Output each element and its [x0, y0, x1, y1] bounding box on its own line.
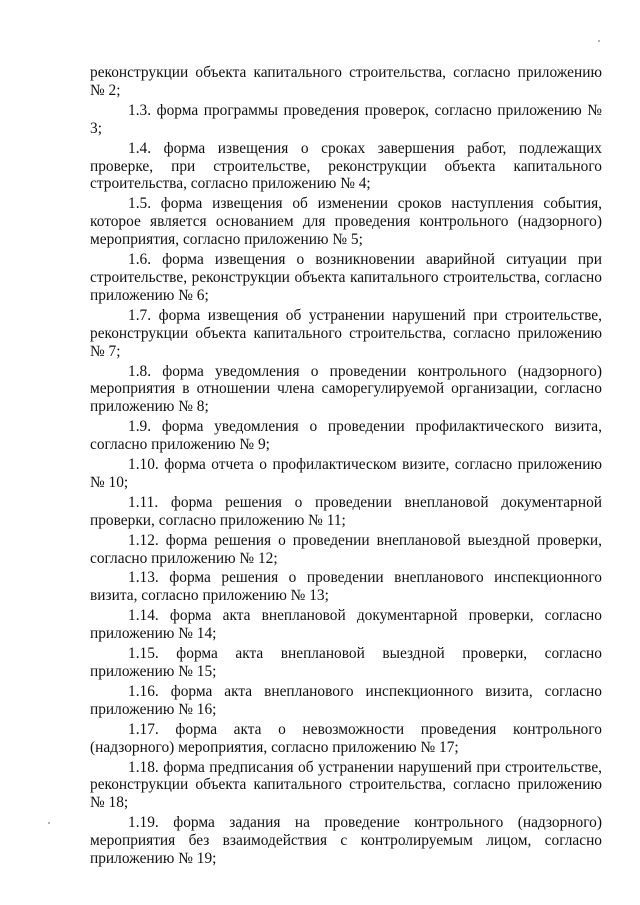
paragraph-1-6: 1.6. форма извещения о возникновении аварийной ситуации при строительстве, реконструкции объекта капитального строительства, согласно приложению № 6;	[90, 251, 602, 304]
paragraph-1-17: 1.17. форма акта о невозможности проведения контрольного (надзорного) мероприятия, согласно приложению № 17;	[90, 720, 602, 756]
scan-speck	[48, 822, 50, 824]
paragraph-1-18: 1.18. форма предписания об устранении нарушений при строительстве, реконструкции объекта капитального строительства, согласно приложению № 18;	[90, 758, 602, 812]
paragraph-1-5: 1.5. форма извещения об изменении сроков наступления события, которое является основанием для проведения контрольного (надзорного) мероприятия, согласно приложению № 5;	[90, 195, 602, 249]
document-body	[90, 64, 602, 870]
paragraph-1-7: 1.7. форма извещения об устранении нарушений при строительстве, реконструкции объекта капитального строительства, согласно приложению № 7;	[90, 306, 602, 360]
paragraph-1-8: 1.8. форма уведомления о проведении контрольного (надзорного) мероприятия в отношении члена саморегулируемой организации, согласно приложению № 8;	[90, 362, 602, 416]
paragraph-1-19: 1.19. форма задания на проведение контрольного (надзорного) мероприятия без взаимодействия с контролируемым лицом, согласно приложению № 19;	[90, 814, 602, 868]
paragraph-1-3: 1.3. форма программы проведения проверок, согласно приложению № 3;	[90, 101, 602, 137]
paragraph-1-10: 1.10. форма отчета о профилактическом визите, согласно приложению № 10;	[90, 456, 602, 491]
paragraph-1-9: 1.9. форма уведомления о проведении профилактического визита, согласно приложению № 9;	[90, 418, 602, 454]
paragraph-continuation: реконструкции объекта капитального строительства, согласно приложению № 2;	[90, 64, 602, 99]
paragraph-1-15: 1.15. форма акта внеплановой выездной проверки, согласно приложению № 15;	[90, 645, 602, 680]
scan-speck	[598, 40, 600, 42]
paragraph-1-12: 1.12. форма решения о проведении внеплановой выездной проверки, согласно приложению № 12;	[90, 531, 602, 567]
paragraph-1-16: 1.16. форма акта внепланового инспекционного визита, согласно приложению № 16;	[90, 682, 602, 718]
paragraph-1-4: 1.4. форма извещения о сроках завершения работ, подлежащих проверке, при строительстве, реконструкции объекта капитального строительства, согласно приложению № 4;	[90, 139, 602, 193]
paragraph-1-13: 1.13. форма решения о проведении внепланового инспекционного визита, согласно приложению № 13;	[90, 569, 602, 605]
paragraph-1-11: 1.11. форма решения о проведении внеплановой документарной проверки, согласно приложению № 11;	[90, 493, 602, 529]
paragraph-1-14: 1.14. форма акта внеплановой документарной проверки, согласно приложению № 14;	[90, 607, 602, 643]
